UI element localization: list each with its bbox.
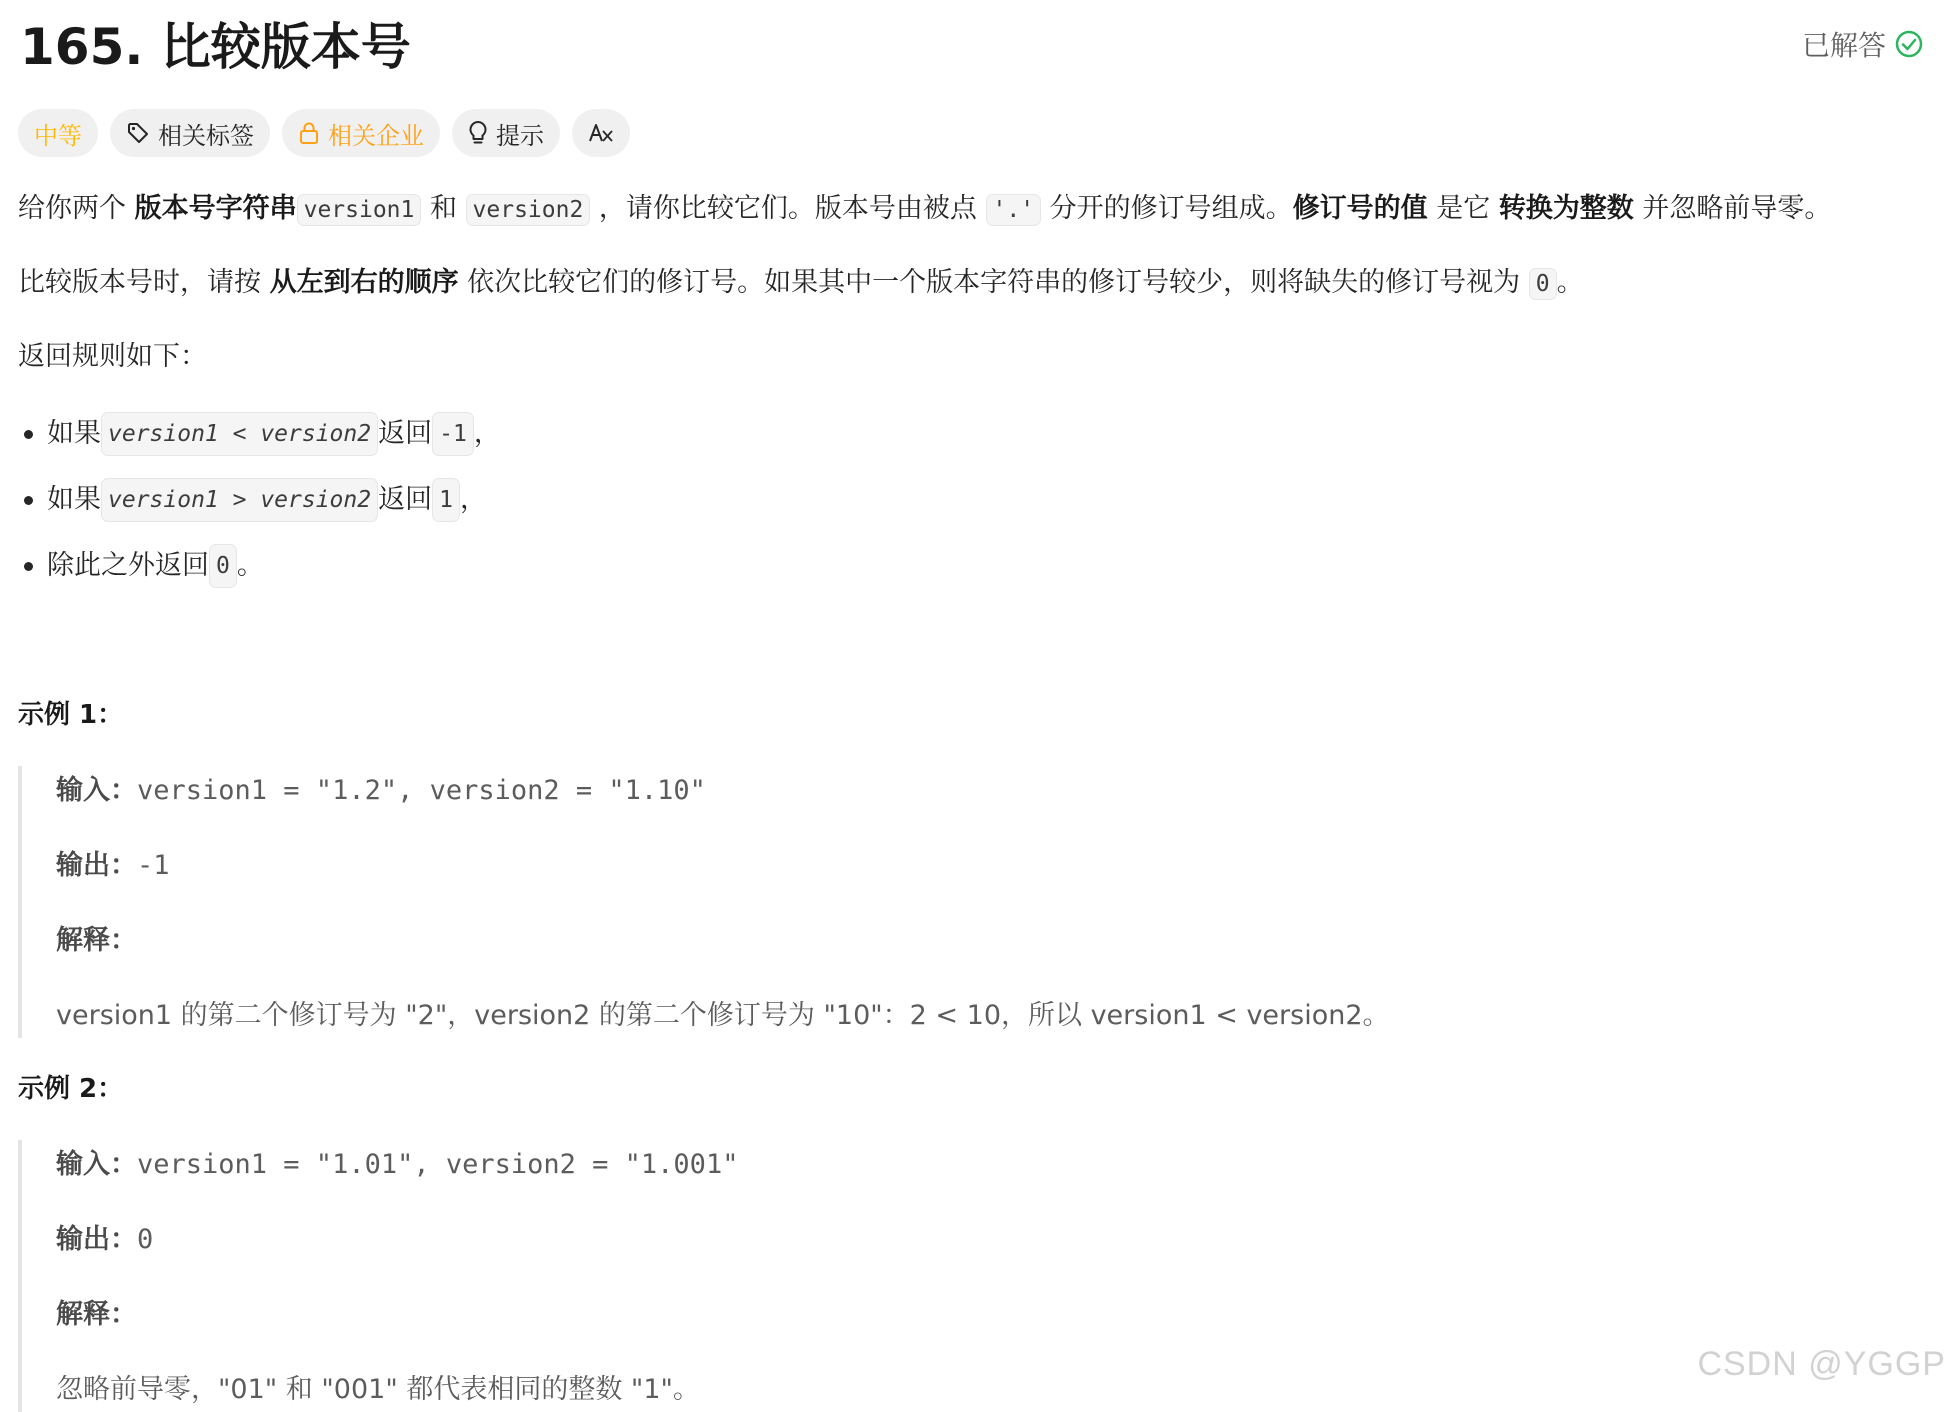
text: 除此之外返回 (47, 550, 209, 581)
bold-text: 版本号字符串 (134, 193, 297, 224)
check-circle-icon (1894, 29, 1924, 59)
bold-text: 从左到右的顺序 (269, 267, 459, 298)
text: 给你两个 (18, 193, 135, 224)
related-companies-label: 相关企业 (328, 121, 424, 150)
inline-code: version1 < version2 (101, 412, 378, 456)
input-label: 输入： (56, 775, 137, 806)
output-label: 输出： (56, 850, 137, 881)
text: 比较版本号时，请按 (18, 267, 270, 298)
inline-code: version2 (466, 194, 591, 226)
translate-icon (588, 121, 614, 145)
input-value: version1 = "1.01", version2 = "1.001" (137, 1149, 739, 1180)
related-topics-button[interactable] (110, 109, 270, 157)
inline-code: '.' (986, 194, 1042, 226)
text: 返回 (378, 484, 433, 515)
example-2-explanation: 忽略前导零，"01" 和 "001" 都代表相同的整数 "1"。 (56, 1374, 700, 1405)
example-1-explain-label (56, 922, 137, 960)
rule-item-2 (18, 478, 487, 522)
input-value: version1 = "1.2", version2 = "1.10" (137, 775, 706, 806)
explain-label: 解释： (56, 925, 137, 956)
watermark: CSDN @YGGP (1697, 1345, 1946, 1383)
output-label: 输出： (56, 1224, 137, 1255)
inline-code: -1 (432, 412, 474, 456)
example-1-block (18, 766, 1718, 1038)
hint-label: 提示 (496, 121, 544, 150)
lightbulb-icon (468, 120, 488, 146)
bullet-dot (24, 430, 33, 439)
problem-header (20, 12, 1924, 82)
text: 依次比较它们的修订号。如果其中一个版本字符串的修订号较少，则将缺失的修订号视为 (458, 267, 1529, 298)
description-paragraph-3: 返回规则如下： (18, 341, 207, 372)
rule-item-3 (18, 544, 264, 588)
example-1-output (56, 847, 170, 885)
description-paragraph-2 (18, 264, 1584, 303)
example-2-input (56, 1146, 738, 1184)
solved-status-label: 已解答 (1801, 29, 1886, 62)
example-2-output (56, 1221, 153, 1259)
text: 如果 (47, 418, 101, 449)
text: 。 (1556, 267, 1584, 298)
solved-status (1802, 24, 1924, 64)
related-companies-button[interactable] (282, 109, 440, 157)
text: ，请你比较它们。版本号由被点 (590, 193, 986, 224)
hint-button[interactable] (452, 109, 560, 157)
bullet-dot (24, 496, 33, 505)
inline-code: 1 (432, 478, 460, 522)
bold-text: 修订号的值 (1292, 193, 1428, 224)
text: 分开的修订号组成。 (1041, 193, 1293, 224)
tag-icon (126, 121, 150, 145)
text: 并忽略前导零。 (1633, 193, 1832, 224)
bold-text: 转换为整数 (1498, 193, 1634, 224)
example-2-title: 示例 2： (18, 1074, 124, 1104)
text: ， (459, 484, 487, 515)
text: 如果 (47, 484, 101, 515)
description-paragraph-1 (18, 190, 1831, 229)
example-2-explain-label (56, 1296, 137, 1334)
text: 和 (421, 193, 466, 224)
example-2-block (18, 1140, 1718, 1412)
inline-code: 0 (1529, 268, 1557, 300)
text: ， (473, 418, 501, 449)
inline-code: version1 (297, 194, 422, 226)
input-label: 输入： (56, 1149, 137, 1180)
inline-code: version1 > version2 (101, 478, 378, 522)
example-1-title: 示例 1： (18, 700, 124, 730)
example-1-explanation: version1 的第二个修订号为 "2"，version2 的第二个修订号为 "10"：2 < 10，所以 version1 < version2。 (56, 1000, 1390, 1031)
inline-code: 0 (209, 544, 237, 588)
translate-button[interactable] (572, 109, 630, 157)
problem-title: 165. 比较版本号 (20, 18, 411, 76)
example-1-input (56, 772, 706, 810)
output-value: -1 (137, 850, 170, 881)
rule-item-1 (18, 412, 501, 456)
difficulty-badge[interactable] (18, 109, 98, 157)
text: 是它 (1427, 193, 1499, 224)
text: 。 (236, 550, 264, 581)
tag-bar (18, 109, 630, 157)
output-value: 0 (137, 1224, 154, 1255)
lock-icon (298, 121, 320, 145)
related-topics-label: 相关标签 (158, 121, 254, 150)
explain-label: 解释： (56, 1299, 137, 1330)
text: 返回 (378, 418, 433, 449)
difficulty-label: 中等 (34, 121, 82, 150)
bullet-dot (24, 562, 33, 571)
